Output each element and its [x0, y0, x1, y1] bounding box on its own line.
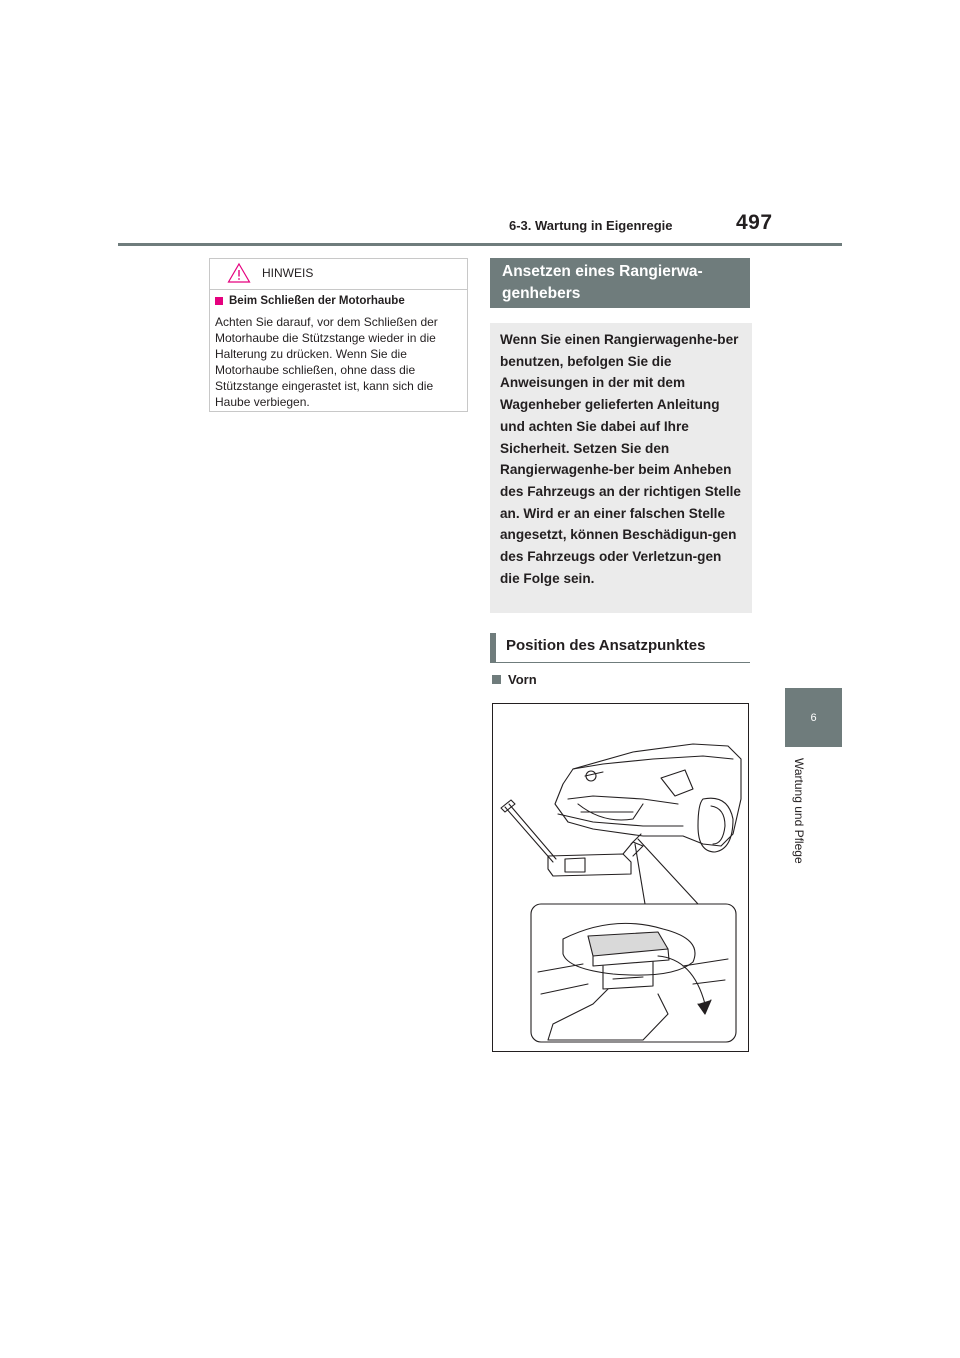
warning-triangle-icon: [227, 262, 251, 289]
chapter-tab: [785, 688, 842, 747]
running-header-section: 6-3. Wartung in Eigenregie: [509, 218, 673, 233]
chapter-number: 6: [810, 711, 817, 724]
square-bullet-icon: [492, 675, 501, 684]
section-heading-jack: Ansetzen eines Rangierwa-genhebers: [490, 258, 750, 308]
notice-box: [209, 258, 468, 412]
notice-header: [210, 259, 467, 290]
chapter-title: Wartung und Pflege: [792, 758, 806, 864]
notice-body: Achten Sie darauf, vor dem Schließen der Motorhaube die Stützstange wieder in die Halterung zu drücken. Wenn Sie die Motorhaube schließen, ohne dass die Stützstange eingerastet ist, kann sich die Haube verbiegen.: [215, 315, 438, 409]
section-heading-position: Position des Ansatzpunktes: [490, 633, 750, 663]
caution-text: Wenn Sie einen Rangierwagenhe-ber benutzen, befolgen Sie die Anweisungen in der mit dem Wagenheber gelieferten Anleitung und achten Sie dabei auf Ihre Sicherheit. Setzen Sie den Rangierwagenhe-ber beim Anheben des Fahrzeugs an der richtigen Stelle an. Wird er an einer falschen Stelle angesetzt, können Beschädigun-gen des Fahrzeugs oder Verletzun-gen die Folge sein.: [500, 332, 741, 586]
notice-subheading-text: Beim Schließen der Motorhaube: [229, 295, 405, 307]
header-divider: [118, 243, 842, 246]
notice-subheading: [215, 295, 467, 307]
square-bullet-icon: [215, 297, 223, 305]
subheading-front: [492, 672, 537, 687]
notice-label: HINWEIS: [262, 266, 314, 280]
jack-illustration: [493, 704, 748, 1051]
page-number: 497: [736, 211, 773, 234]
jack-position-figure: [492, 703, 749, 1052]
subheading-front-text: Vorn: [508, 672, 537, 687]
caution-box: [490, 323, 752, 613]
